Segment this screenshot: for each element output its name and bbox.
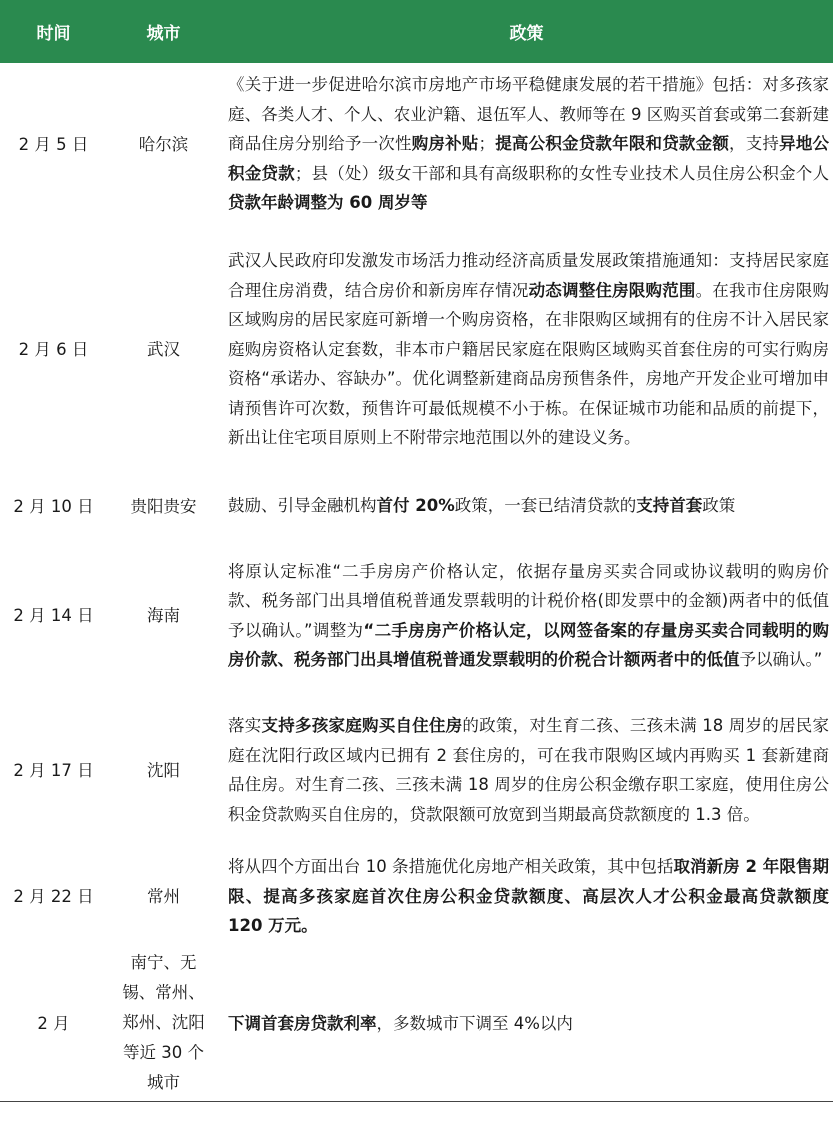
- date-cell: 2 月: [0, 946, 107, 1102]
- policy-highlight: 支持首套: [636, 496, 703, 516]
- table-row: [0, 946, 833, 1102]
- policy-highlight: “二手房房产价格认定，以网签备案的存量房买卖合同载明的购房价款、税务部门出具增值税普通发票载明的价税合计额两者中的低值: [228, 620, 829, 669]
- table-row: [0, 538, 833, 693]
- policy-cell: 《关于进一步促进哈尔滨市房地产市场平稳健康发展的若干措施》包括：对多孩家庭、各类人才、个人、农业沪籍、退伍军人、教师等在 9 区购买首套或第二套新建商品住房分别给予一次性购房补贴；提高公积金贷款年限和贷款金额，支持异地公积金贷款；县（处）级女干部和具有高级职称的女性专业技术人员住房公积金个人贷款年龄调整为 60 周岁等: [228, 75, 830, 213]
- policy-highlight: 异地公积金贷款: [228, 134, 830, 183]
- table-row: [0, 63, 833, 225]
- policy-cell: 鼓励、引导金融机构首付 20%政策，一套已结清贷款的支持首套政策: [228, 496, 736, 516]
- policy-cell: 落实支持多孩家庭购买自住住房的政策，对生育二孩、三孩未满 18 周岁的居民家庭在沈阳行政区域内已拥有 2 套住房的，可在我市限购区域内再购买 1 套新建商品住房。对生育二孩、三孩未满 18 周岁的住房公积金缴存职工家庭，使用住房公积金贷款购买自住房的，贷款限额可放宽到当期最高贷款额度的 1.3 倍。: [228, 716, 830, 824]
- city-cell: 海南: [147, 606, 180, 625]
- policy-highlight: 购房补贴: [411, 134, 479, 154]
- date-cell: 2 月 6 日: [18, 340, 89, 359]
- header-policy: 政策: [220, 0, 833, 63]
- header-date: 时间: [0, 0, 107, 63]
- date-cell: 2 月 5 日: [18, 134, 89, 154]
- policy-cell: 武汉人民政府印发激发市场活力推动经济高质量发展政策措施通知：支持居民家庭合理住房消费，结合房价和新房库存情况动态调整住房限购范围。在我市住房限购区域购房的居民家庭可新增一个购房资格，在非限购区域拥有的住房不计入居民家庭购房资格认定套数，非本市户籍居民家庭在限购区域购买首套住房的可实行购房资格“承诺办、容缺办”。优化调整新建商品房预售条件，房地产开发企业可增加申请预售许可次数，预售许可最低规模不小于栋。在保证城市功能和品质的前提下，新出让住宅项目原则上不附带宗地范围以外的建设义务。: [228, 251, 830, 448]
- date-cell: 2 月 17 日: [13, 760, 94, 780]
- policy-cell: 下调首套房贷款利率，多数城市下调至 4%以内: [220, 946, 833, 1102]
- city-cell: 武汉: [147, 340, 180, 359]
- date-cell: 2 月 10 日: [13, 496, 94, 516]
- table-row: [0, 474, 833, 538]
- city-cell: 南宁、无锡、常州、郑州、沈阳等近 30 个城市: [107, 946, 220, 1102]
- policy-highlight: 取消新房 2 年限售期限、提高多孩家庭首次住房公积金贷款额度、高层次人才公积金最高贷款额度 120 万元。: [228, 857, 829, 935]
- table-row: [0, 693, 833, 847]
- city-cell: 沈阳: [147, 760, 180, 780]
- policy-cell: 将原认定标准“二手房房产价格认定，依据存量房买卖合同或协议载明的购房价款、税务部门出具增值税普通发票载明的计税价格(即发票中的金额)两者中的低值予以确认。”调整为“二手房房产价格认定，以网签备案的存量房买卖合同载明的购房价款、税务部门出具增值税普通发票载明的价税合计额两者中的低值予以确认。”: [228, 561, 829, 669]
- date-cell: 2 月 14 日: [13, 606, 94, 625]
- header-city: 城市: [107, 0, 220, 63]
- policy-highlight: 贷款年龄调整为 60 周岁等: [228, 193, 428, 213]
- table-header-row: [0, 0, 833, 63]
- date-cell: 2 月 22 日: [13, 886, 94, 906]
- city-cell: 贵阳贵安: [130, 496, 197, 516]
- policy-cell: 将从四个方面出台 10 条措施优化房地产相关政策，其中包括取消新房 2 年限售期限、提高多孩家庭首次住房公积金贷款额度、高层次人才公积金最高贷款额度 120 万元。: [228, 857, 829, 935]
- city-cell: 哈尔滨: [138, 134, 189, 154]
- table-row: [0, 225, 833, 474]
- city-cell: 常州: [147, 886, 180, 906]
- table-row: [0, 847, 833, 946]
- policy-highlight: 首付 20%: [376, 496, 455, 516]
- policy-highlight: 支持多孩家庭购买自住住房: [261, 716, 463, 735]
- policy-highlight: 下调首套房贷款利率: [228, 1013, 377, 1033]
- policy-highlight: 提高公积金贷款年限和贷款金额: [495, 134, 730, 154]
- policy-highlight: 动态调整住房限购范围: [528, 280, 696, 300]
